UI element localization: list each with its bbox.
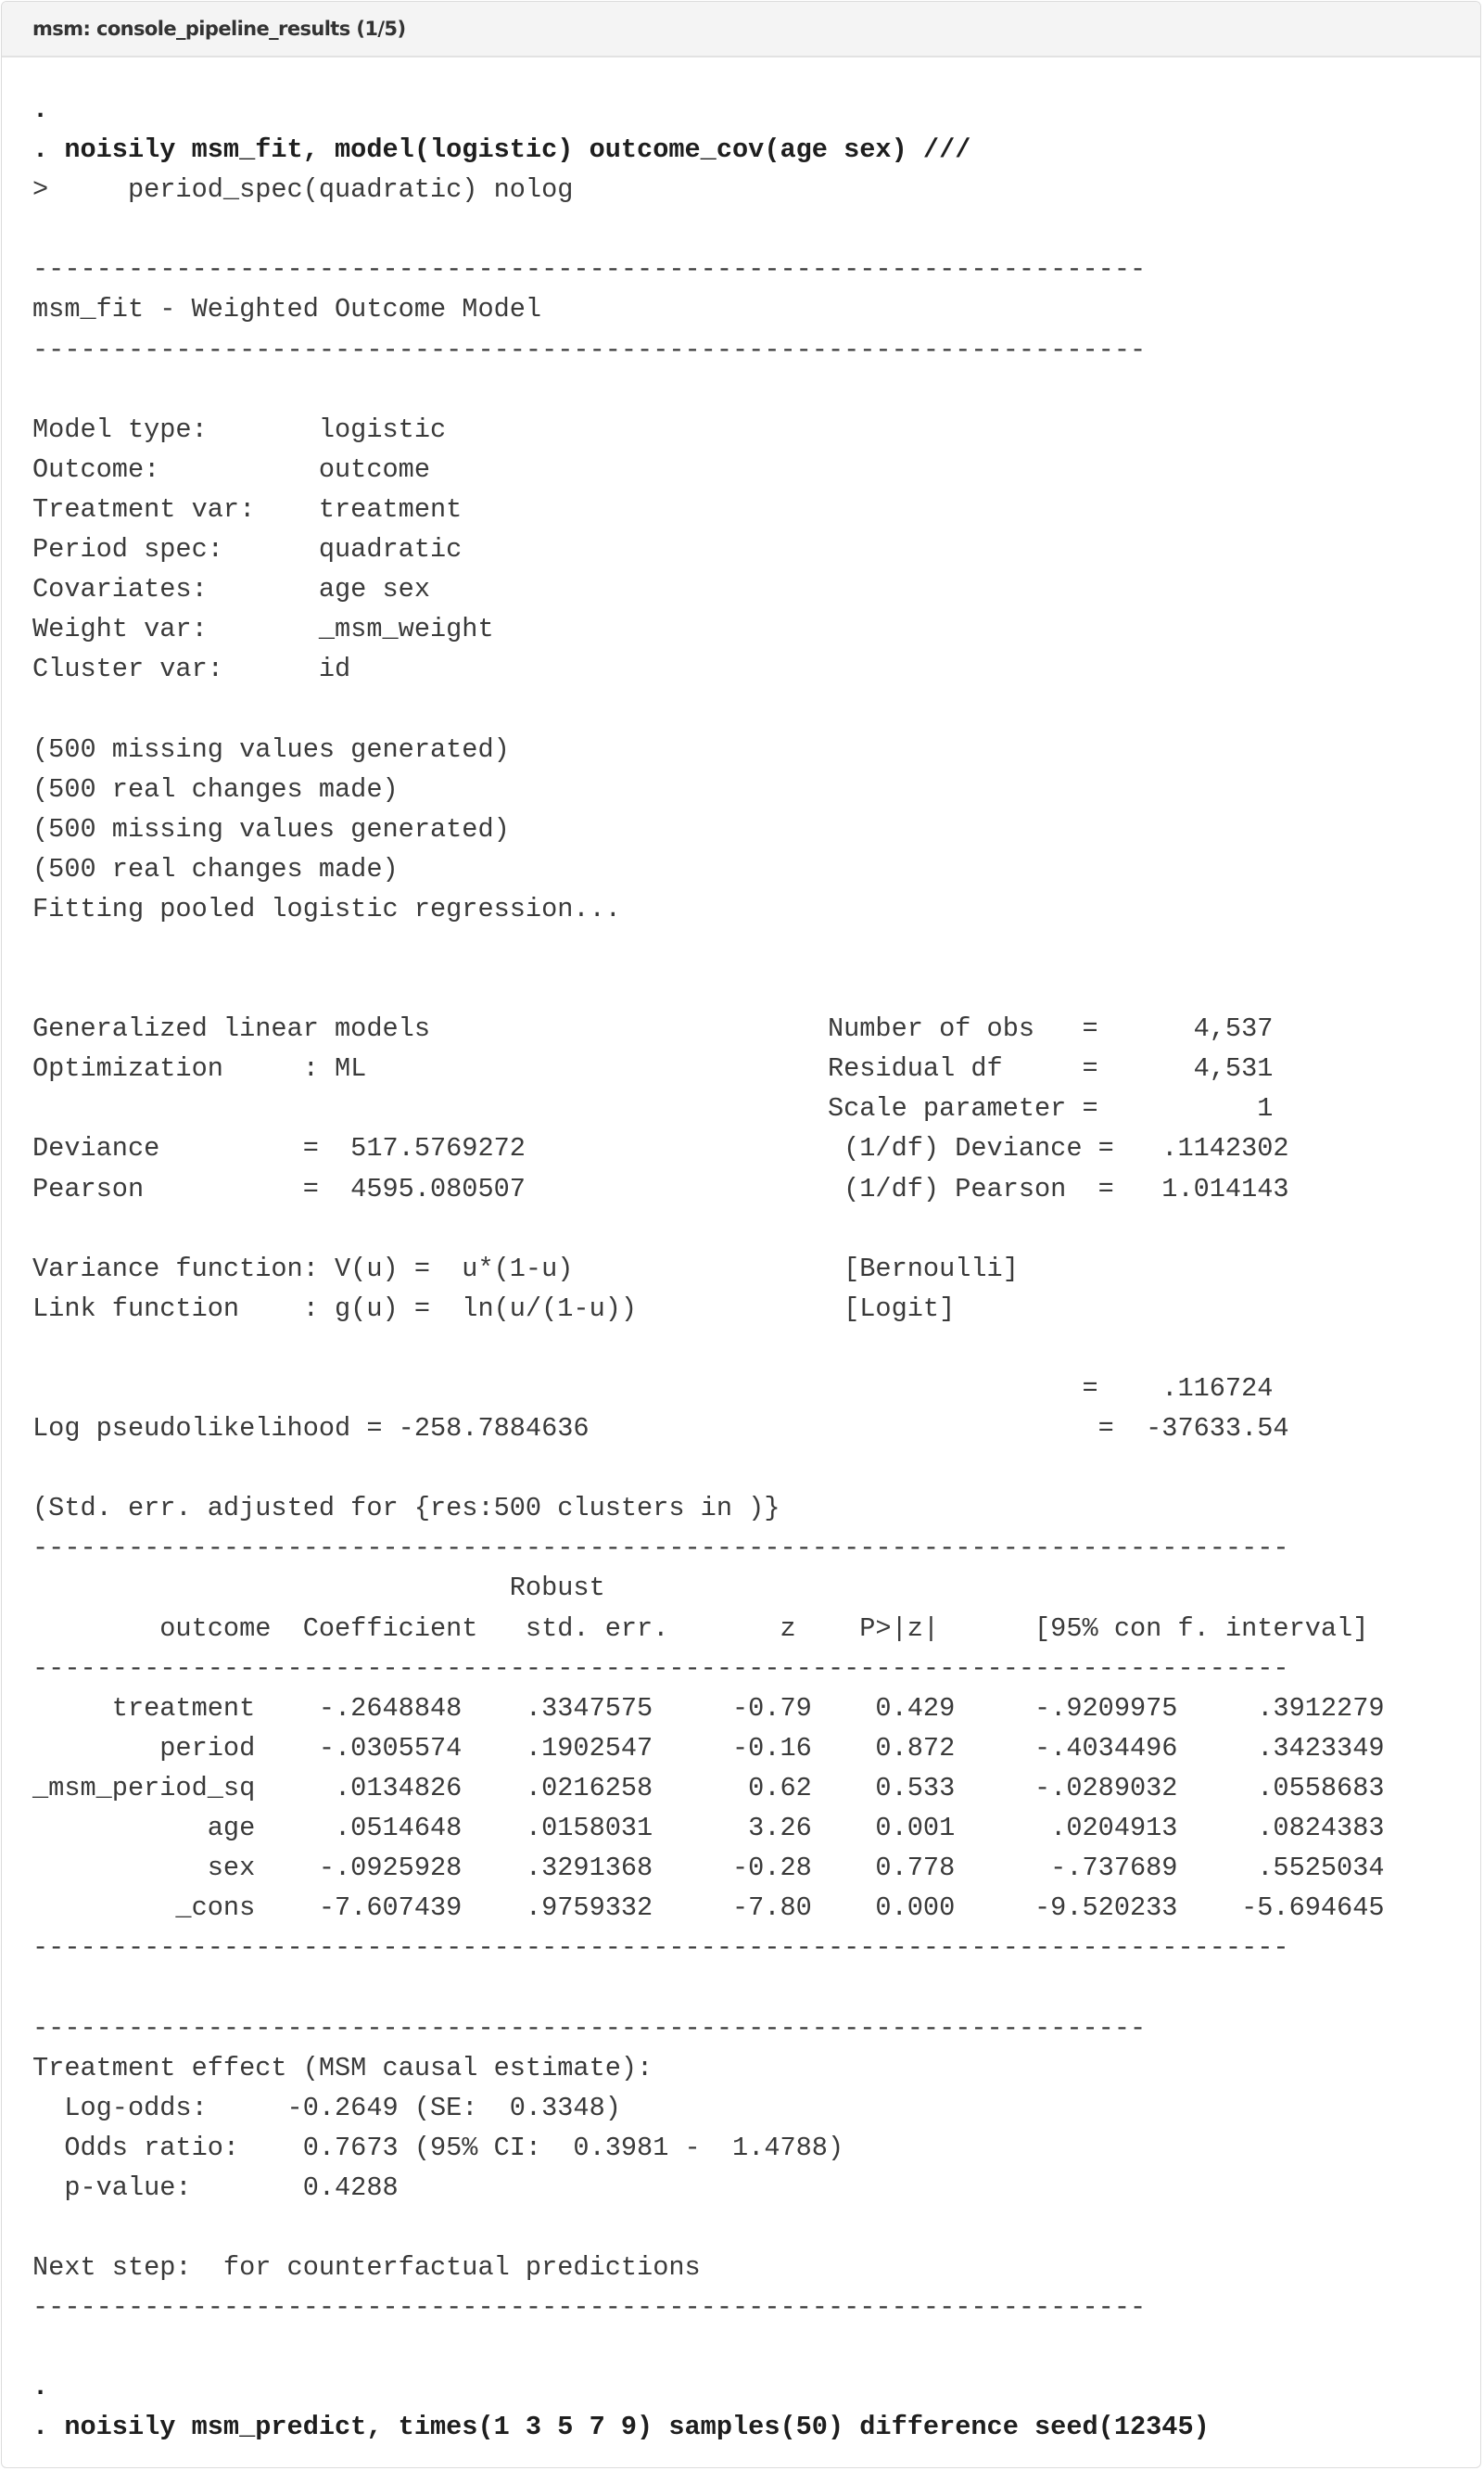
console-output-line — [32, 2327, 1480, 2367]
console-output-line: (Std. err. adjusted for {res:500 clusters in )} — [32, 1493, 780, 1524]
console-output-line — [32, 370, 1480, 410]
console-output-line: ------------------------------------------------------------------------------- — [32, 1652, 1289, 1684]
console-command-line: . — [32, 95, 49, 125]
console-command-line: . noisily msm_predict, times(1 3 5 7 9) samples(50) difference seed(12345) — [32, 2412, 1210, 2443]
console-output-line: (500 missing values generated) — [32, 733, 510, 765]
console-output-line: Weight var: _msm_weight — [32, 614, 494, 645]
console-output-line: (500 missing values generated) — [32, 813, 510, 845]
console-output-line: (500 real changes made) — [32, 853, 399, 885]
console-output-line — [32, 1448, 1480, 1488]
console-command-line: . noisily msm_fit, model(logistic) outcome_cov(age sex) /// — [32, 134, 971, 166]
console-output-line: Generalized linear models Number of obs = 4,537 — [32, 1013, 1274, 1045]
console-output-line: Model type: logistic — [32, 414, 447, 445]
console-output-line: (500 real changes made) — [32, 773, 399, 805]
console-output-line — [32, 1968, 1480, 2007]
console-output-line: Period spec: quadratic — [32, 534, 463, 566]
console-output-line: Log pseudolikelihood = -258.7884636 = -37633.54 — [32, 1413, 1289, 1445]
console-output-line: > period_spec(quadratic) nolog — [32, 174, 574, 206]
console-output-line: Odds ratio: 0.7673 (95% CI: 0.3981 - 1.4788) — [32, 2132, 844, 2163]
console-output-line: Fitting pooled logistic regression... — [32, 893, 621, 924]
console-output-line — [32, 1329, 1480, 1369]
console-output-line: ---------------------------------------------------------------------- — [32, 254, 1147, 286]
console-output-line: = .116724 — [32, 1373, 1274, 1404]
console-output-line — [32, 2208, 1480, 2248]
console-output-line — [32, 969, 1480, 1009]
console-output-line: _cons -7.607439 .9759332 -7.80 0.000 -9.520233 -5.694645 — [32, 1892, 1385, 1924]
console-output-line: period -.0305574 .1902547 -0.16 0.872 -.4034496 .3423349 — [32, 1732, 1385, 1764]
console-output-line: _msm_period_sq .0134826 .0216258 0.62 0.533 -.0289032 .0558683 — [32, 1772, 1385, 1803]
console-output-line: ---------------------------------------------------------------------- — [32, 2292, 1147, 2324]
console-output — [32, 90, 1480, 2448]
panel-title: msm: console_pipeline_results (1/5) — [32, 18, 406, 40]
console-output-line — [32, 929, 1480, 969]
console-output-line: Variance function: V(u) = u*(1-u) [Bernoulli] — [32, 1253, 1019, 1284]
console-output-line: msm_fit - Weighted Outcome Model — [32, 294, 542, 325]
console-output-line: p-value: 0.4288 — [32, 2172, 399, 2203]
console-output-line: Outcome: outcome — [32, 453, 430, 485]
console-output-line: Link function : g(u) = ln(u/(1-u)) [Logit] — [32, 1293, 956, 1324]
console-output-line: Covariates: age sex — [32, 574, 430, 605]
console-output-line: Deviance = 517.5769272 (1/df) Deviance = .1142302 — [32, 1133, 1289, 1165]
console-results-panel — [1, 1, 1481, 2468]
console-output-line: ---------------------------------------------------------------------- — [32, 2012, 1147, 2044]
console-output-line — [32, 689, 1480, 729]
console-output-line: age .0514648 .0158031 3.26 0.001 .0204913 .0824383 — [32, 1813, 1385, 1844]
console-output-line: ---------------------------------------------------------------------- — [32, 334, 1147, 365]
console-output-line: Treatment effect (MSM causal estimate): — [32, 2052, 653, 2083]
console-output-line: Pearson = 4595.080507 (1/df) Pearson = 1.014143 — [32, 1173, 1289, 1204]
console-output-line: ------------------------------------------------------------------------------- — [32, 1932, 1289, 1964]
console-output-line: Next step: for counterfactual predictions — [32, 2252, 701, 2284]
console-output-line — [32, 1209, 1480, 1249]
console-output-line: Treatment var: treatment — [32, 493, 463, 525]
console-output-line: Robust — [32, 1573, 605, 1604]
console-output-line — [32, 210, 1480, 249]
console-output-line: outcome Coefficient std. err. z P>|z| [95% con f. interval] — [32, 1612, 1369, 1644]
console-output-line: Log-odds: -0.2649 (SE: 0.3348) — [32, 2092, 621, 2123]
console-output-line: Cluster var: id — [32, 654, 351, 685]
console-output-line: sex -.0925928 .3291368 -0.28 0.778 -.737689 .5525034 — [32, 1853, 1385, 1884]
console-output-line: Optimization : ML Residual df = 4,531 — [32, 1053, 1274, 1085]
console-output-line: treatment -.2648848 .3347575 -0.79 0.429 -.9209975 .3912279 — [32, 1692, 1385, 1724]
console-output-line: Scale parameter = 1 — [32, 1093, 1274, 1125]
panel-header — [2, 2, 1480, 57]
console-output-line: ------------------------------------------------------------------------------- — [32, 1533, 1289, 1564]
console-command-line: . — [32, 2372, 49, 2403]
